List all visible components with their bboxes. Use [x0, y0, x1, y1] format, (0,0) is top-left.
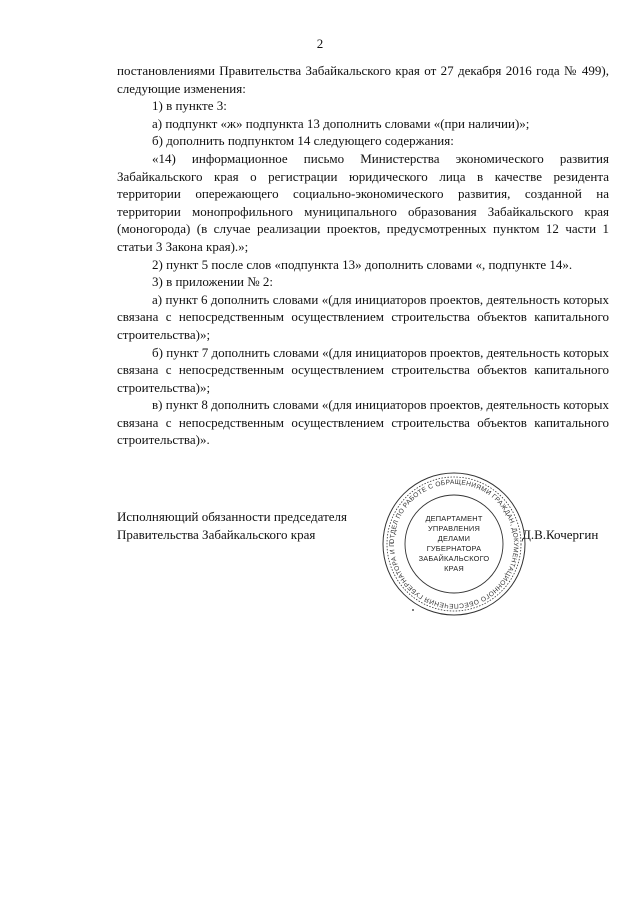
signer-name: Д.В.Кочергин: [522, 527, 599, 542]
official-seal: [378, 468, 530, 620]
paragraph: а) пункт 6 дополнить словами «(для инициаторов проектов, деятельность которых связана с непосредственным осуществлением строительства объектов капитального строительства)»;: [117, 291, 609, 342]
paragraph: 2) пункт 5 после слов «подпункта 13» дополнить словами «, подпункте 14».: [152, 256, 573, 272]
seal-text-line: ЗАБАЙКАЛЬСКОГО: [418, 554, 490, 563]
paragraph: в) пункт 8 дополнить словами «(для инициаторов проектов, деятельность которых связана с непосредственным осуществлением строительства объектов капитального строительства)».: [117, 397, 609, 448]
seal-text-line: КРАЯ: [444, 564, 464, 573]
signatory-position-line: Исполняющий обязанности председателя: [117, 509, 347, 524]
paragraph: постановлениями Правительства Забайкальского края от 27 декабря 2016 года № 499), следующие изменения:: [117, 63, 609, 96]
signatory-position-line: Правительства Забайкальского края: [117, 527, 316, 542]
paragraph: «14) информационное письмо Министерства экономического развития Забайкальского края о регистрации юридического лица в качестве резидента территории опережающего социально-экономического развития, созданной на территории монопрофильного муниципального образования Забайкальского края (моногорода) (в случае реализации проектов, предусмотренных пунктом 12 части 1 статьи 3 Закона края).»;: [117, 150, 609, 254]
seal-text-line: УПРАВЛЕНИЯ: [428, 524, 480, 533]
document-body: [117, 62, 609, 449]
paragraph: 1) в пункте 3:: [152, 98, 227, 114]
paragraph: а) подпункт «ж» подпункта 13 дополнить словами «(при наличии)»;: [152, 115, 530, 131]
paragraph: б) пункт 7 дополнить словами «(для инициаторов проектов, деятельность которых связана с непосредственным осуществлением строительства объектов капитального строительства)»;: [117, 344, 609, 395]
paragraph: 3) в приложении № 2:: [152, 274, 274, 290]
seal-text-line: ДЕЛАМИ: [437, 534, 471, 543]
signatory-position: [117, 508, 347, 544]
scan-speck: [412, 609, 414, 611]
seal-text-line: ГУБЕРНАТОРА: [426, 544, 482, 553]
seal-ring-text: ОТДЕЛ ПО РАБОТЕ С ОБРАЩЕНИЯМИ ГРАЖДАН, ДОКУМЕНТАЦИОННОГО ОБЕСПЕЧЕНИЯ ГУБЕРНАТОРА И П: [388, 478, 520, 610]
seal-text-line: ДЕПАРТАМЕНТ: [425, 514, 483, 523]
paragraph: б) дополнить подпунктом 14 следующего содержания:: [152, 133, 454, 149]
page-number: 2: [316, 36, 324, 51]
